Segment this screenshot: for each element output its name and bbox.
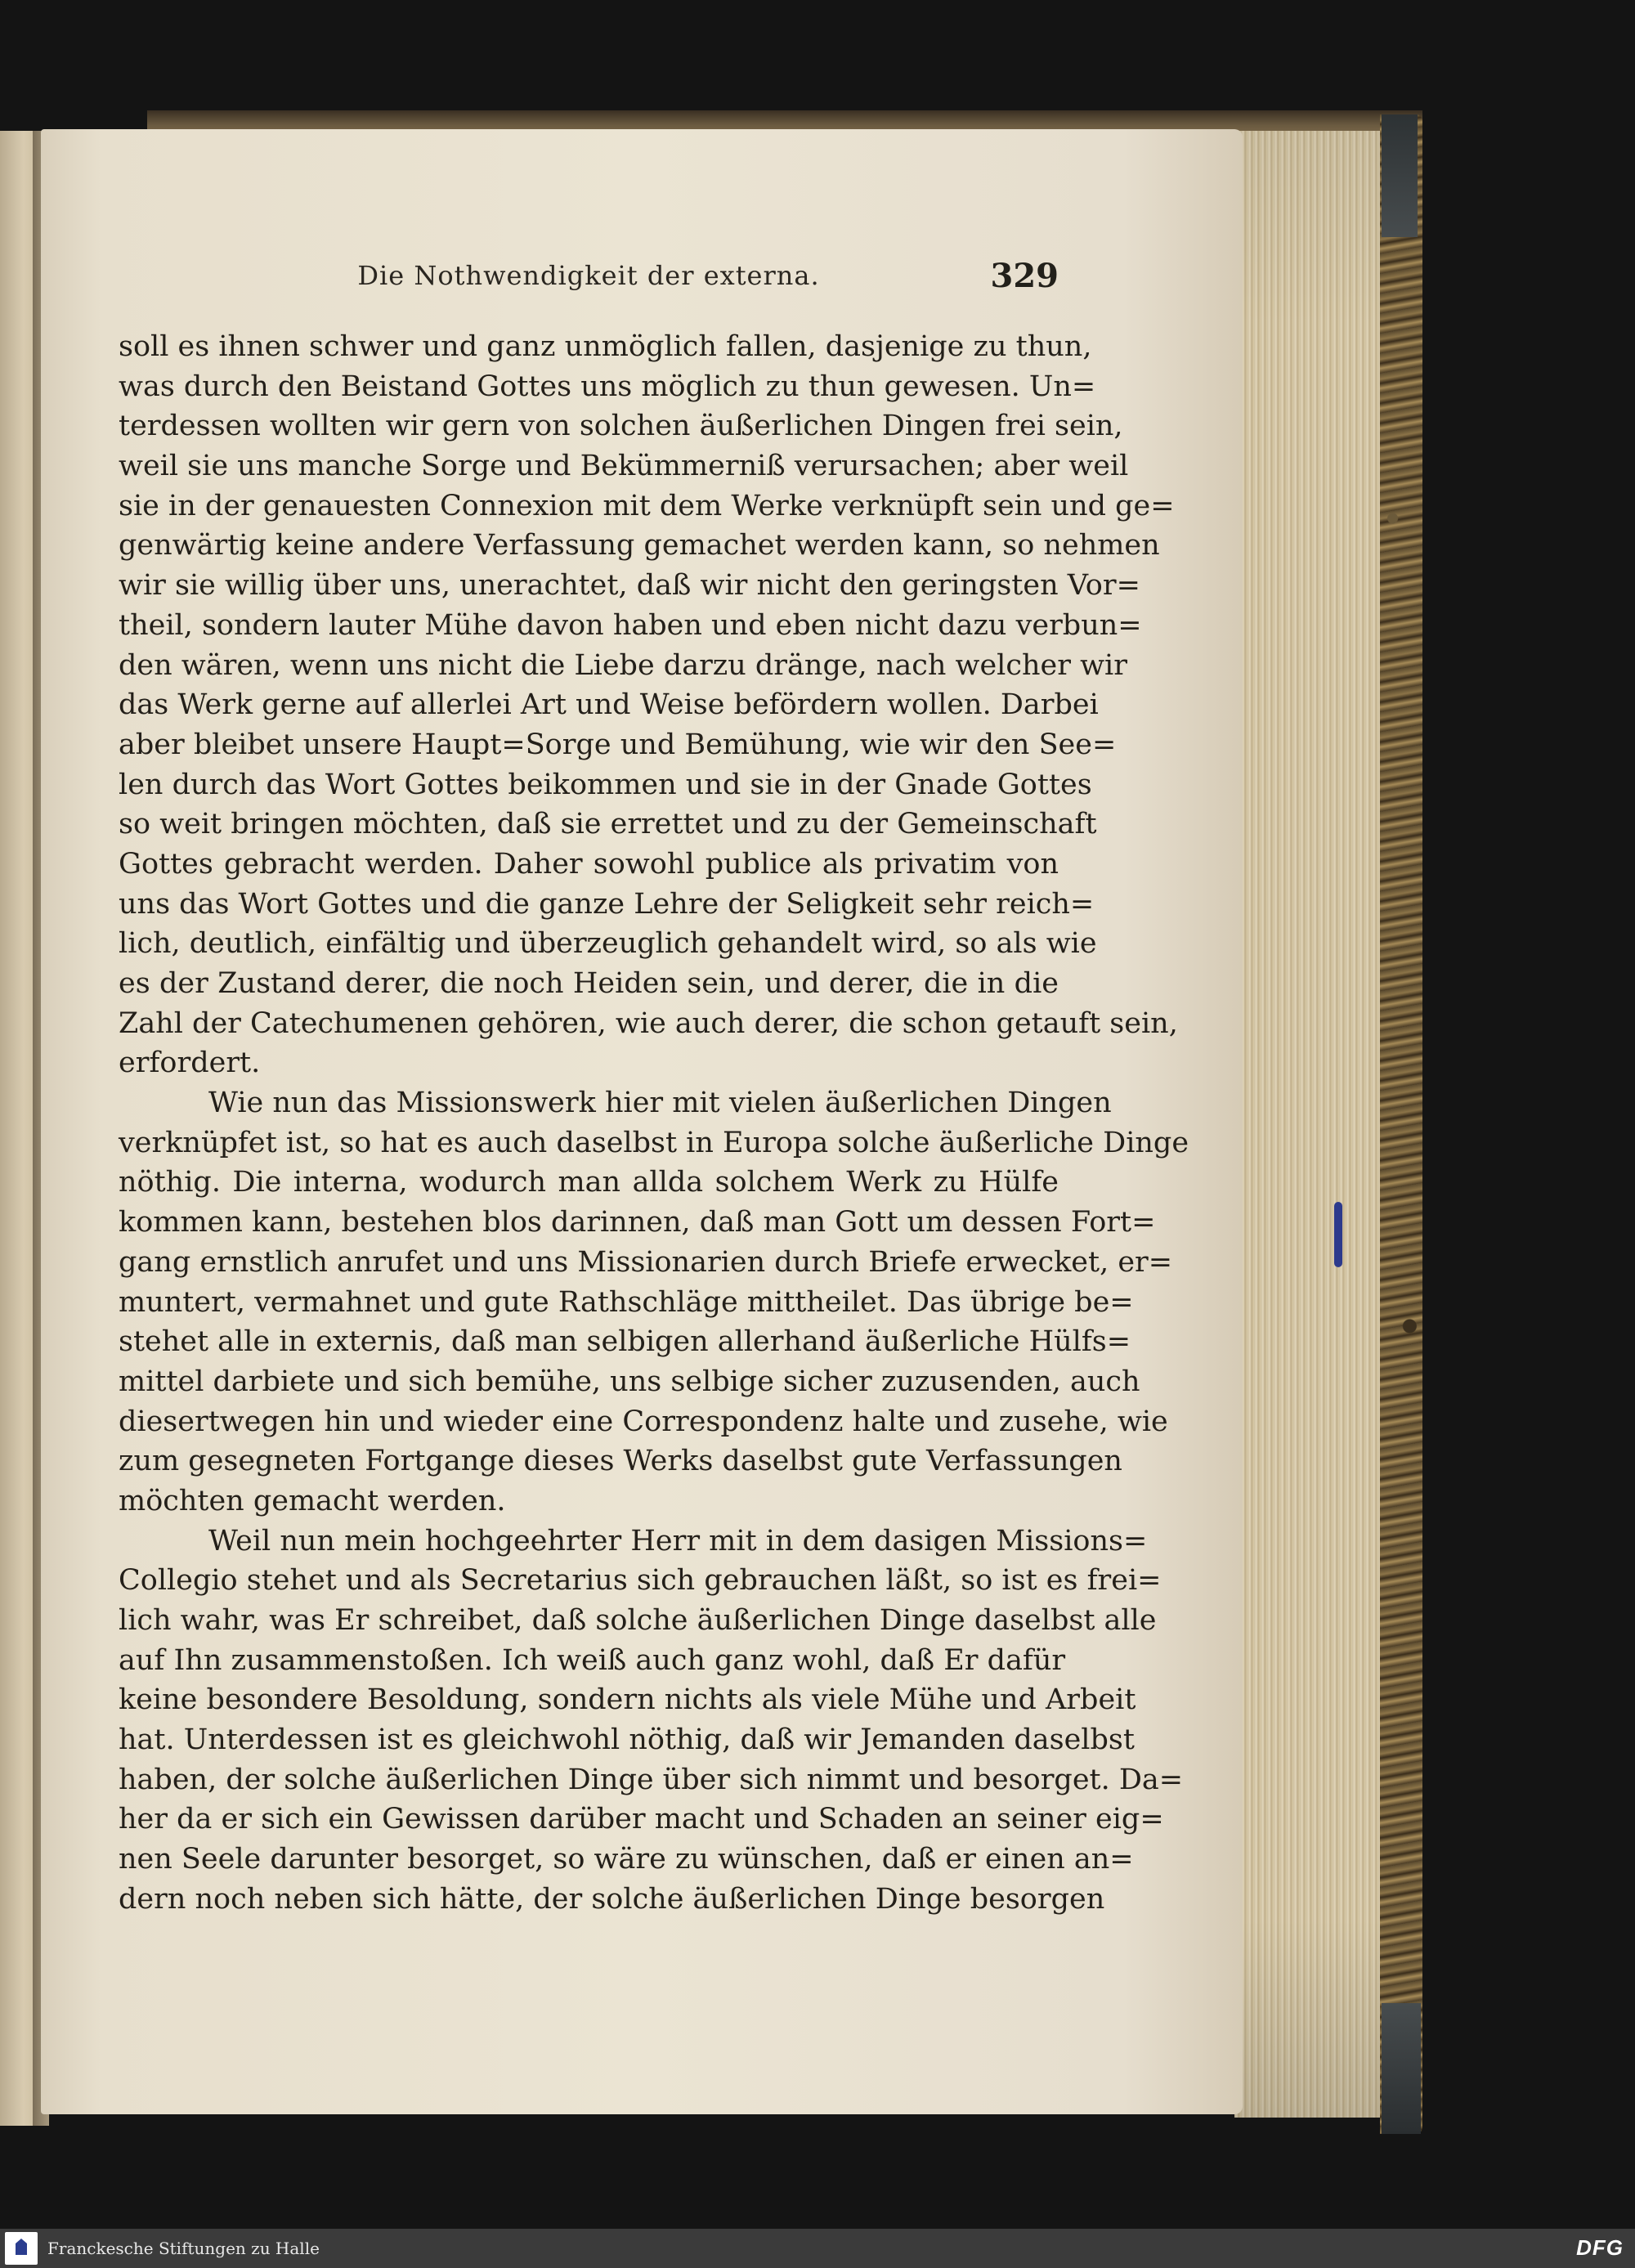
running-header [119, 257, 1059, 301]
text-line: mittel darbiete und sich bemühe, uns selbige sicher zuzusenden, auch [119, 1365, 1140, 1398]
text-line: terdessen wollten wir gern von solchen äußerlichen Dingen frei sein, [119, 410, 1123, 443]
text-line: verknüpfet ist, so hat es auch daselbst in Europa solche äußerliche Dinge [119, 1126, 1189, 1159]
text-line: nen Seele darunter besorget, so wäre zu wünschen, daß er einen an= [119, 1843, 1134, 1876]
text-line: gang ernstlich anrufet und uns Missionarien durch Briefe erwecket, er= [119, 1245, 1173, 1279]
text-line: lich, deutlich, einfältig und überzeuglich gehandelt wird, so als wie [119, 927, 1097, 961]
bookmark-ribbon [1334, 1202, 1342, 1267]
paragraph-end-line: möchten gemacht werden. [119, 1484, 506, 1517]
running-title: Die Nothwendigkeit der externa. [357, 260, 820, 291]
text-line: muntert, vermahnet und gute Rathschläge mittheilet. Das übrige be= [119, 1285, 1134, 1319]
paragraph-end-line: erfordert. [119, 1047, 261, 1080]
text-line: soll es ihnen schwer und ganz unmöglich fallen, dasjenige zu thun, [119, 330, 1092, 363]
paragraph-start-line: Wie nun das Missionswerk hier mit vielen äußerlichen Dingen [208, 1087, 1112, 1120]
text-line: nöthig. Die interna, wodurch man allda solchem Werk zu Hülfe [119, 1166, 1059, 1199]
text-line: theil, sondern lauter Mühe davon haben und eben nicht dazu verbun= [119, 608, 1142, 642]
text-line: stehet alle in externis, daß man selbigen allerhand äußerliche Hülfs= [119, 1325, 1131, 1359]
text-line: weil sie uns manche Sorge und Bekümmerniß verursachen; aber weil [119, 450, 1129, 483]
page-number: 329 [990, 257, 1059, 295]
text-line: den wären, wenn uns nicht die Liebe darzu dränge, nach welcher wir [119, 648, 1127, 682]
text-line: Gottes gebracht werden. Daher sowohl publice als privatim von [119, 847, 1059, 881]
institution-name[interactable]: Franckesche Stiftungen zu Halle [47, 2239, 320, 2258]
text-line: was durch den Beistand Gottes uns möglich zu thun gewesen. Un= [119, 370, 1096, 403]
text-line: es der Zustand derer, die noch Heiden sein, und derer, die in die [119, 967, 1059, 1000]
page-stack-shadow [1234, 131, 1382, 2118]
text-line: diesertwegen hin und wieder eine Correspondenz halte und zusehe, wie [119, 1405, 1168, 1438]
text-line: das Werk gerne auf allerlei Art und Weise befördern wollen. Darbei [119, 688, 1099, 722]
text-line: Collegio stehet und als Secretarius sich gebrauchen läßt, so ist es frei= [119, 1564, 1162, 1598]
text-line: zum gesegneten Fortgange dieses Werks daselbst gute Verfassungen [119, 1445, 1122, 1478]
funder-logo[interactable]: DFG [1576, 2235, 1624, 2260]
text-line: len durch das Wort Gottes beikommen und sie in der Gnade Gottes [119, 768, 1092, 801]
text-line: hat. Unterdessen ist es gleichwohl nöthig, daß wir Jemanden daselbst [119, 1723, 1135, 1757]
marbled-cover [1380, 114, 1422, 2134]
text-line: Zahl der Catechumenen gehören, wie auch derer, die schon getauft sein, [119, 1006, 1178, 1040]
footer-bar [0, 2229, 1635, 2268]
cover-corner-top [1382, 114, 1418, 237]
text-line: kommen kann, bestehen blos darinnen, daß man Gott um dessen Fort= [119, 1206, 1156, 1239]
text-line: keine besondere Besoldung, sondern nichts als viele Mühe und Arbeit [119, 1683, 1136, 1717]
text-line: sie in der genauesten Connexion mit dem Werke verknüpft sein und ge= [119, 489, 1175, 522]
paragraph-start-line: Weil nun mein hochgeehrter Herr mit in dem dasigen Missions= [208, 1524, 1148, 1558]
logo-emblem-icon [16, 2239, 27, 2255]
text-line: so weit bringen möchten, daß sie errettet und zu der Gemeinschaft [119, 808, 1097, 841]
text-line: lich wahr, was Er schreibet, daß solche äußerlichen Dinge daselbst alle [119, 1604, 1157, 1637]
text-line: genwärtig keine andere Verfassung gemachet werden kann, so nehmen [119, 529, 1160, 563]
cover-corner-bottom [1382, 2003, 1421, 2134]
text-line: aber bleibet unsere Haupt=Sorge und Bemühung, wie wir den See= [119, 728, 1117, 761]
text-line: dern noch neben sich hätte, der solche äußerlichen Dinge besorgen [119, 1882, 1105, 1916]
text-line: wir sie willig über uns, unerachtet, daß wir nicht den geringsten Vor= [119, 569, 1140, 603]
institution-logo-icon[interactable] [5, 2232, 38, 2265]
text-line: auf Ihn zusammenstoßen. Ich weiß auch ganz wohl, daß Er dafür [119, 1643, 1066, 1677]
body-text [119, 327, 1189, 1920]
text-line: uns das Wort Gottes und die ganze Lehre der Seligkeit sehr reich= [119, 887, 1095, 921]
text-line: her da er sich ein Gewissen darüber macht und Schaden an seiner eig= [119, 1803, 1164, 1836]
text-line: haben, der solche äußerlichen Dinge über sich nimmt und besorget. Da= [119, 1763, 1184, 1796]
